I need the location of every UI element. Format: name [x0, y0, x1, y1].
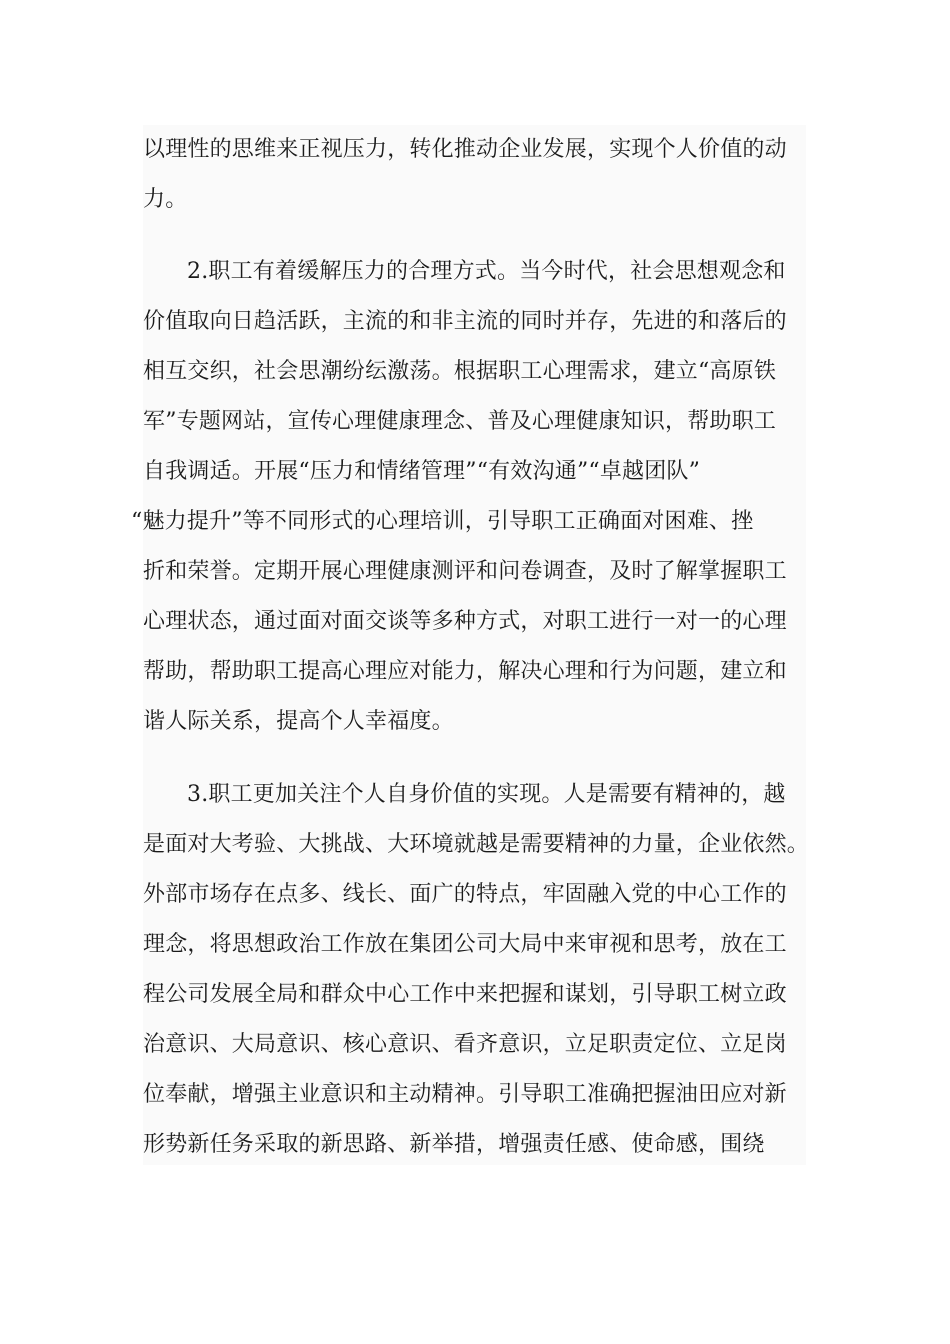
- text-line: 折和荣誉。定期开展心理健康测评和问卷调查，及时了解掌握职工: [143, 559, 787, 584]
- text-line: 外部市场存在点多、线长、面广的特点，牢固融入党的中心工作的: [143, 882, 787, 907]
- paragraph-3-first-line: 3.职工更加关注个人自身价值的实现。人是需要有精神的，越: [187, 782, 786, 807]
- text-line: 是面对大考验、大挑战、大环境就越是需要精神的力量，企业依然。: [143, 832, 810, 857]
- text-line: 力。: [143, 187, 188, 212]
- text-line: 治意识、大局意识、核心意识、看齐意识，立足职责定位、立足岗: [143, 1032, 787, 1057]
- text-line: 位奉献，增强主业意识和主动精神。引导职工准确把握油田应对新: [143, 1082, 787, 1107]
- paragraph-2-first-line: 2.职工有着缓解压力的合理方式。当今时代，社会思想观念和: [187, 259, 786, 284]
- text-line: 帮助，帮助职工提高心理应对能力，解决心理和行为问题，建立和: [143, 659, 787, 684]
- text-line: 价值取向日趋活跃，主流的和非主流的同时并存，先进的和落后的: [143, 309, 787, 334]
- text-line: “魅力提升”等不同形式的心理培训，引导职工正确面对困难、挫: [131, 509, 754, 534]
- text-line: 理念，将思想政治工作放在集团公司大局中来审视和思考，放在工: [143, 932, 787, 957]
- text-line: 军”专题网站，宣传心理健康理念、普及心理健康知识，帮助职工: [143, 409, 777, 434]
- text-line: 心理状态，通过面对面交谈等多种方式，对职工进行一对一的心理: [143, 609, 787, 634]
- text-line: 自我调适。开展“压力和情绪管理”“有效沟通”“卓越团队”: [143, 459, 701, 484]
- text-line: 谐人际关系，提高个人幸福度。: [143, 709, 454, 734]
- text-line: 形势新任务采取的新思路、新举措，增强责任感、使命感，围绕: [143, 1132, 765, 1157]
- text-line: 相互交织，社会思潮纷纭激荡。根据职工心理需求，建立“高原铁: [143, 359, 777, 384]
- document-body: [131, 125, 810, 1165]
- text-line: 以理性的思维来正视压力，转化推动企业发展，实现个人价值的动: [143, 137, 787, 162]
- text-line: 程公司发展全局和群众中心工作中来把握和谋划，引导职工树立政: [143, 982, 787, 1007]
